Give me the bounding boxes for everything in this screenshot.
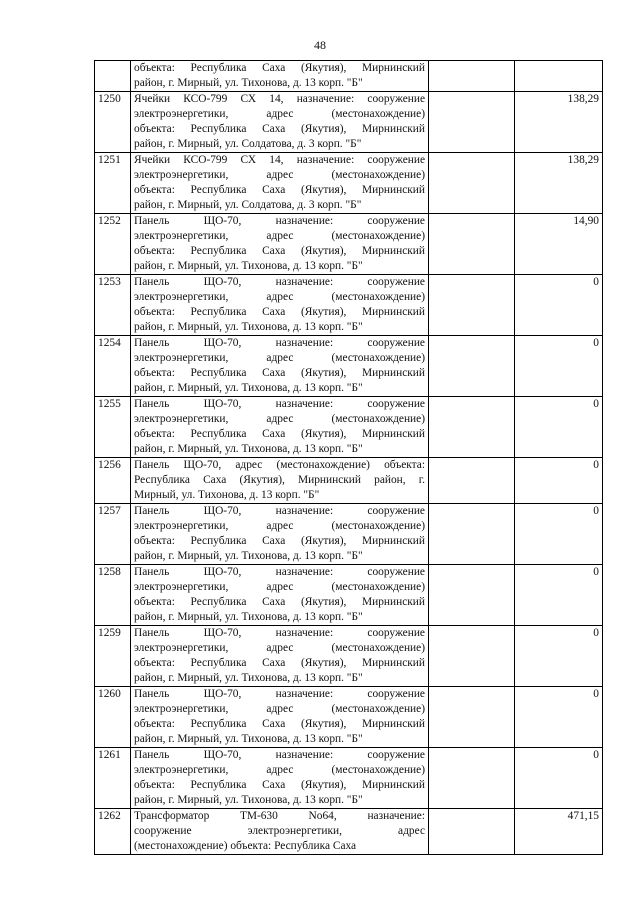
description-line: Панель ЩО-70, адрес (местонахождение) объекта:: [134, 459, 425, 471]
description-line: район, г. Мирный, ул. Тихонова, д. 13 корп. "Б": [134, 77, 363, 89]
description-line: район, г. Мирный, ул. Тихонова, д. 13 корп. "Б": [134, 260, 363, 272]
object-description: [131, 809, 429, 855]
description-line: сооружение электроэнергетики, адрес: [134, 825, 425, 837]
value-cell: [515, 61, 603, 92]
value-cell: 0: [515, 397, 603, 458]
row-number: 1262: [95, 809, 131, 855]
row-number: 1257: [95, 504, 131, 565]
empty-cell: [429, 275, 515, 336]
description-line: электроэнергетики, адрес (местонахождение): [134, 291, 425, 303]
table-row: [95, 214, 603, 275]
table-row: [95, 336, 603, 397]
description-line: объекта: Республика Саха (Якутия), Мирнинский: [134, 184, 425, 196]
empty-cell: [429, 748, 515, 809]
description-line: электроэнергетики, адрес (местонахождение): [134, 520, 425, 532]
empty-cell: [429, 565, 515, 626]
description-line: электроэнергетики, адрес (местонахождение): [134, 169, 425, 181]
description-line: район, г. Мирный, ул. Солдатова, д. 3 корп. "Б": [134, 199, 362, 211]
description-line: объекта: Республика Саха (Якутия), Мирнинский: [134, 367, 425, 379]
table-row: [95, 809, 603, 855]
table-row: [95, 92, 603, 153]
description-line: объекта: Республика Саха (Якутия), Мирнинский: [134, 718, 425, 730]
object-description: [131, 92, 429, 153]
description-line: Панель ЩО-70, назначение: сооружение: [134, 688, 425, 700]
description-line: электроэнергетики, адрес (местонахождение): [134, 703, 425, 715]
object-description: [131, 153, 429, 214]
description-line: электроэнергетики, адрес (местонахождение): [134, 581, 425, 593]
value-cell: 0: [515, 458, 603, 504]
description-line: район, г. Мирный, ул. Тихонова, д. 13 корп. "Б": [134, 321, 363, 333]
empty-cell: [429, 214, 515, 275]
description-line: Панель ЩО-70, назначение: сооружение: [134, 627, 425, 639]
value-cell: 0: [515, 336, 603, 397]
empty-cell: [429, 809, 515, 855]
registry-rows: [95, 61, 603, 855]
table-row: [95, 275, 603, 336]
description-line: Мирный, ул. Тихонова, д. 13 корп. "Б": [134, 489, 320, 501]
table-row: [95, 397, 603, 458]
object-description: [131, 565, 429, 626]
description-line: объекта: Республика Саха (Якутия), Мирнинский: [134, 535, 425, 547]
row-number: 1260: [95, 687, 131, 748]
description-line: район, г. Мирный, ул. Тихонова, д. 13 корп. "Б": [134, 443, 363, 455]
object-description: [131, 458, 429, 504]
registry-table: [94, 60, 603, 855]
value-cell: 0: [515, 565, 603, 626]
description-line: район, г. Мирный, ул. Тихонова, д. 13 корп. "Б": [134, 382, 363, 394]
empty-cell: [429, 458, 515, 504]
description-line: район, г. Мирный, ул. Тихонова, д. 13 корп. "Б": [134, 672, 363, 684]
object-description: [131, 336, 429, 397]
description-line: Трансформатор ТМ-630 No64, назначение:: [134, 810, 425, 822]
description-line: электроэнергетики, адрес (местонахождение): [134, 764, 425, 776]
row-number: 1261: [95, 748, 131, 809]
table-row: [95, 687, 603, 748]
object-description: [131, 275, 429, 336]
empty-cell: [429, 504, 515, 565]
description-line: Панель ЩО-70, назначение: сооружение: [134, 566, 425, 578]
description-line: район, г. Мирный, ул. Солдатова, д. 3 корп. "Б": [134, 138, 362, 150]
object-description: [131, 687, 429, 748]
table-row: [95, 565, 603, 626]
description-line: электроэнергетики, адрес (местонахождение): [134, 352, 425, 364]
object-description: [131, 397, 429, 458]
value-cell: 0: [515, 504, 603, 565]
description-line: Панель ЩО-70, назначение: сооружение: [134, 276, 425, 288]
description-line: электроэнергетики, адрес (местонахождение): [134, 642, 425, 654]
description-line: Панель ЩО-70, назначение: сооружение: [134, 337, 425, 349]
description-line: Панель ЩО-70, назначение: сооружение: [134, 505, 425, 517]
empty-cell: [429, 397, 515, 458]
description-line: объекта: Республика Саха (Якутия), Мирнинский: [134, 306, 425, 318]
empty-cell: [429, 61, 515, 92]
row-number: 1250: [95, 92, 131, 153]
value-cell: 0: [515, 275, 603, 336]
description-line: объекта: Республика Саха (Якутия), Мирнинский: [134, 245, 425, 257]
description-line: Панель ЩО-70, назначение: сооружение: [134, 215, 425, 227]
table-row: [95, 626, 603, 687]
description-line: Республика Саха (Якутия), Мирнинский район, г.: [134, 474, 425, 486]
description-line: объекта: Республика Саха (Якутия), Мирнинский: [134, 123, 425, 135]
description-line: район, г. Мирный, ул. Тихонова, д. 13 корп. "Б": [134, 733, 363, 745]
description-line: Панель ЩО-70, назначение: сооружение: [134, 398, 425, 410]
value-cell: 138,29: [515, 92, 603, 153]
description-line: (местонахождение) объекта: Республика Саха: [134, 840, 357, 852]
row-number: 1254: [95, 336, 131, 397]
description-line: Ячейки КСО-799 СХ 14, назначение: сооружение: [134, 154, 425, 166]
empty-cell: [429, 626, 515, 687]
table-row: [95, 458, 603, 504]
description-line: электроэнергетики, адрес (местонахождение): [134, 230, 425, 242]
table-row: [95, 748, 603, 809]
description-line: Ячейки КСО-799 СХ 14, назначение: сооружение: [134, 93, 425, 105]
description-line: объекта: Республика Саха (Якутия), Мирнинский: [134, 657, 425, 669]
empty-cell: [429, 336, 515, 397]
empty-cell: [429, 153, 515, 214]
description-line: район, г. Мирный, ул. Тихонова, д. 13 корп. "Б": [134, 794, 363, 806]
value-cell: 138,29: [515, 153, 603, 214]
empty-cell: [429, 687, 515, 748]
object-description: [131, 748, 429, 809]
value-cell: 0: [515, 626, 603, 687]
description-line: объекта: Республика Саха (Якутия), Мирнинский: [134, 779, 425, 791]
value-cell: 0: [515, 687, 603, 748]
object-description: [131, 504, 429, 565]
value-cell: 0: [515, 748, 603, 809]
table-row: [95, 153, 603, 214]
description-line: электроэнергетики, адрес (местонахождение): [134, 108, 425, 120]
description-line: объекта: Республика Саха (Якутия), Мирнинский: [134, 62, 425, 74]
row-number: 1253: [95, 275, 131, 336]
value-cell: 14,90: [515, 214, 603, 275]
description-line: район, г. Мирный, ул. Тихонова, д. 13 корп. "Б": [134, 550, 363, 562]
description-line: электроэнергетики, адрес (местонахождение): [134, 413, 425, 425]
row-number: 1255: [95, 397, 131, 458]
description-line: район, г. Мирный, ул. Тихонова, д. 13 корп. "Б": [134, 611, 363, 623]
row-number: 1252: [95, 214, 131, 275]
row-number: 1258: [95, 565, 131, 626]
row-number: 1259: [95, 626, 131, 687]
table-row: [95, 504, 603, 565]
object-description: [131, 626, 429, 687]
row-number: 1251: [95, 153, 131, 214]
page-number: 48: [314, 38, 326, 52]
row-number: 1256: [95, 458, 131, 504]
empty-cell: [429, 92, 515, 153]
description-line: Панель ЩО-70, назначение: сооружение: [134, 749, 425, 761]
description-line: объекта: Республика Саха (Якутия), Мирнинский: [134, 428, 425, 440]
table-row: [95, 61, 603, 92]
description-line: объекта: Республика Саха (Якутия), Мирнинский: [134, 596, 425, 608]
value-cell: 471,15: [515, 809, 603, 855]
row-number: [95, 61, 131, 92]
object-description: [131, 61, 429, 92]
object-description: [131, 214, 429, 275]
